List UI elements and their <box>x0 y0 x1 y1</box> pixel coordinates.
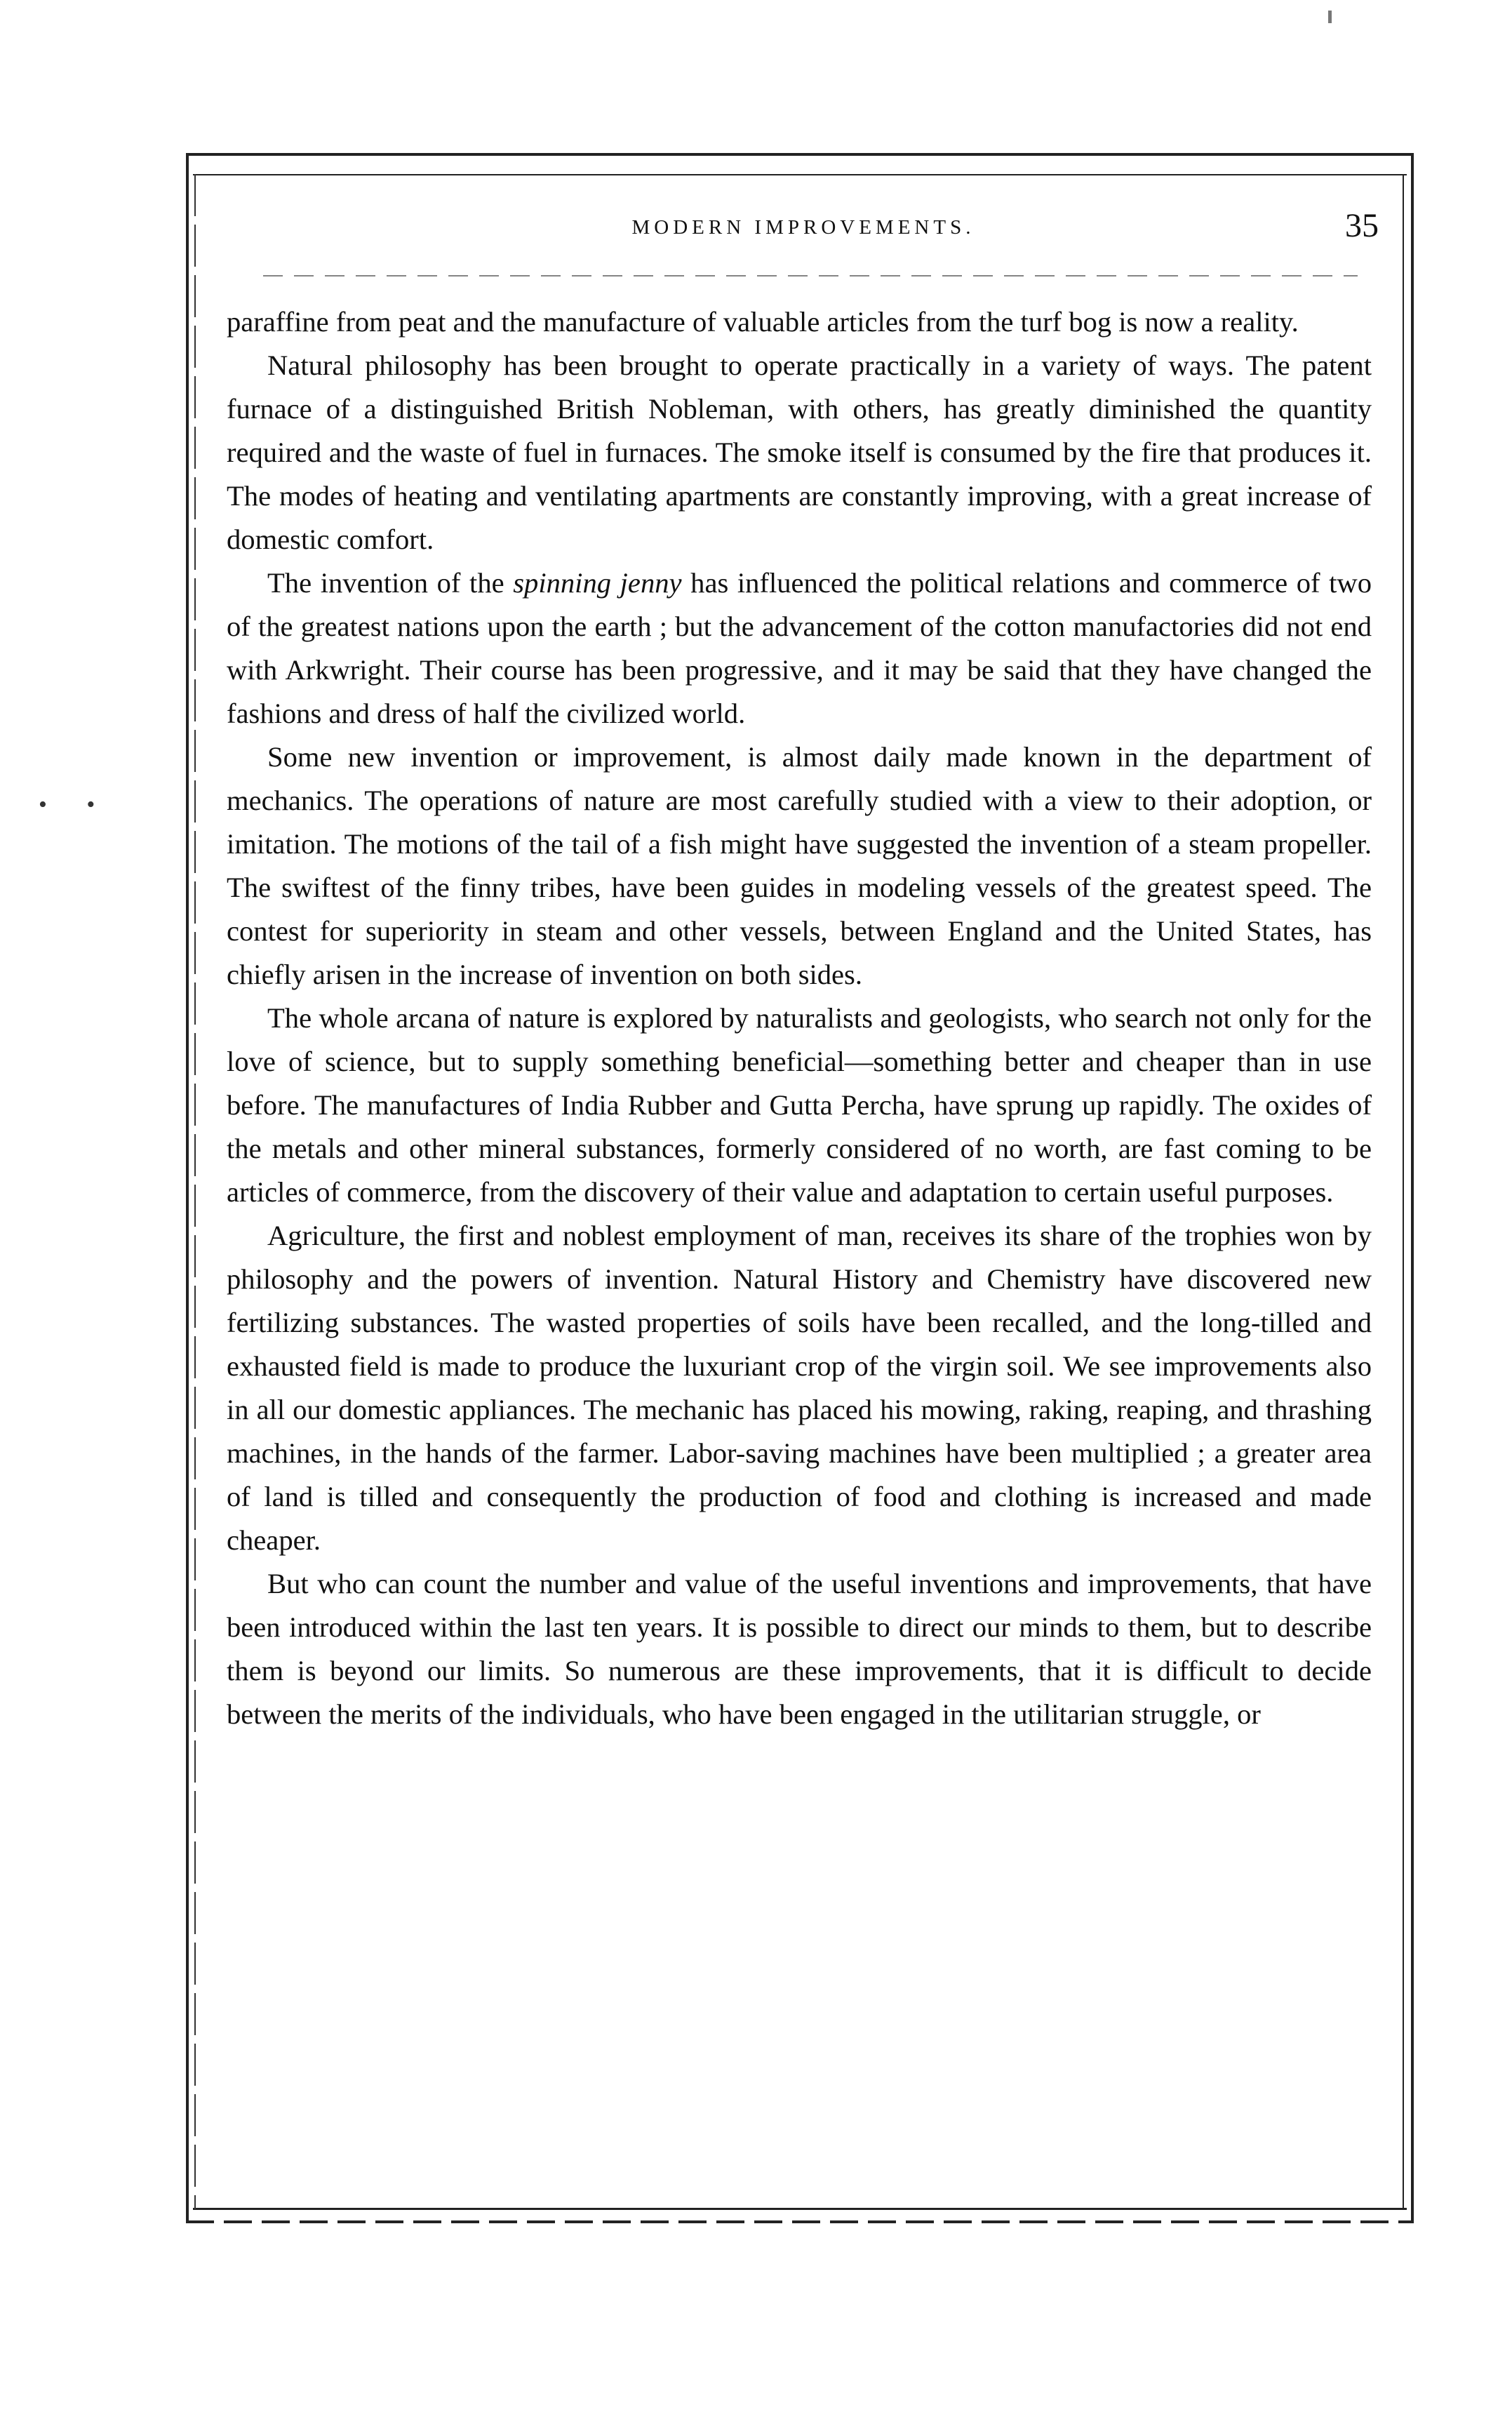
italic-phrase: spinning jenny <box>513 567 682 599</box>
paragraph <box>227 561 1372 735</box>
right-border-rule <box>1411 153 1414 2223</box>
top-border-rule <box>186 153 1414 156</box>
scan-speck <box>1328 11 1332 23</box>
page-frame <box>186 153 1414 2227</box>
right-inner-rule <box>1403 174 1404 2209</box>
paragraph: paraffine from peat and the manufacture of valuable articles from the turf bog is now a reality. <box>227 306 1299 338</box>
page-number: 35 <box>1345 207 1379 244</box>
running-title: MODERN IMPROVEMENTS. <box>631 216 975 239</box>
paragraph: Some new invention or improvement, is almost daily made known in the department of mechanics. The operations of nature are most carefully studied with a view to their adoption, or imitation. The motions of the tail of a fish might have suggested the invention of a steam propeller. The swiftest of the finny tribes, have been guides in modeling vessels of the greatest speed. The contest for superiority in steam and other vessels, between England and the United States, has chiefly arisen in the increase of invention on both sides. <box>227 741 1372 990</box>
left-inner-rule <box>194 174 196 2209</box>
bottom-inner-rule <box>193 2208 1407 2210</box>
margin-dots: • • <box>39 792 112 818</box>
paragraph-text: has influenced the political relations and commerce of two of the greatest nations upon the earth ; but the advancement of the cotton manufactories did not end with Arkwright. Their course has been progressive, and it may be said that they have changed the fashions and dress of half the civilized world. <box>227 567 1372 729</box>
paragraph: The whole arcana of nature is explored by naturalists and geologists, who search not only for the love of science, but to supply something beneficial—something better and cheaper than in use before. The manufactures of India Rubber and Gutta Percha, have sprung up rapidly. The oxides of the metals and other mineral substances, formerly considered of no worth, are fast coming to be articles of commerce, from the discovery of their value and adaptation to certain useful purposes. <box>227 1002 1372 1208</box>
running-head <box>228 202 1379 258</box>
top-inner-rule <box>193 174 1407 175</box>
header-underline-rule <box>263 275 1358 277</box>
left-border-rule <box>186 153 189 2223</box>
paragraph: Agriculture, the first and noblest employment of man, receives its share of the trophies won by philosophy and the powers of invention. Natural History and Chemistry have discovered new fertilizing substances. The wasted properties of soils have been recalled, and the long-tilled and exhausted field is made to produce the luxuriant crop of the virgin soil. We see improvements also in all our domestic appliances. The mechanic has placed his mowing, raking, reaping, and thrashing machines, in the hands of the farmer. Labor-saving machines have been multiplied ; a greater area of land is tilled and consequently the production of food and clothing is increased and made cheaper. <box>227 1220 1372 1556</box>
paragraph: Natural philosophy has been brought to operate practically in a variety of ways. The patent furnace of a distinguished British Nobleman, with others, has greatly diminished the quantity required and the waste of fuel in furnaces. The smoke itself is consumed by the fire that produces it. The modes of heating and ventilating apartments are constantly improving, with a great increase of domestic comfort. <box>227 349 1372 555</box>
paragraph-text: The invention of the <box>267 567 514 599</box>
paragraph: But who can count the number and value of the useful inventions and improvements, that have been introduced within the last ten years. It is possible to direct our minds to them, but to describe them is beyond our limits. So numerous are these improvements, that it is difficult to decide between the merits of the individuals, who have been engaged in the utilitarian struggle, or <box>227 1568 1372 1730</box>
body-text <box>227 300 1372 1736</box>
bottom-border-rule <box>186 2220 1414 2223</box>
